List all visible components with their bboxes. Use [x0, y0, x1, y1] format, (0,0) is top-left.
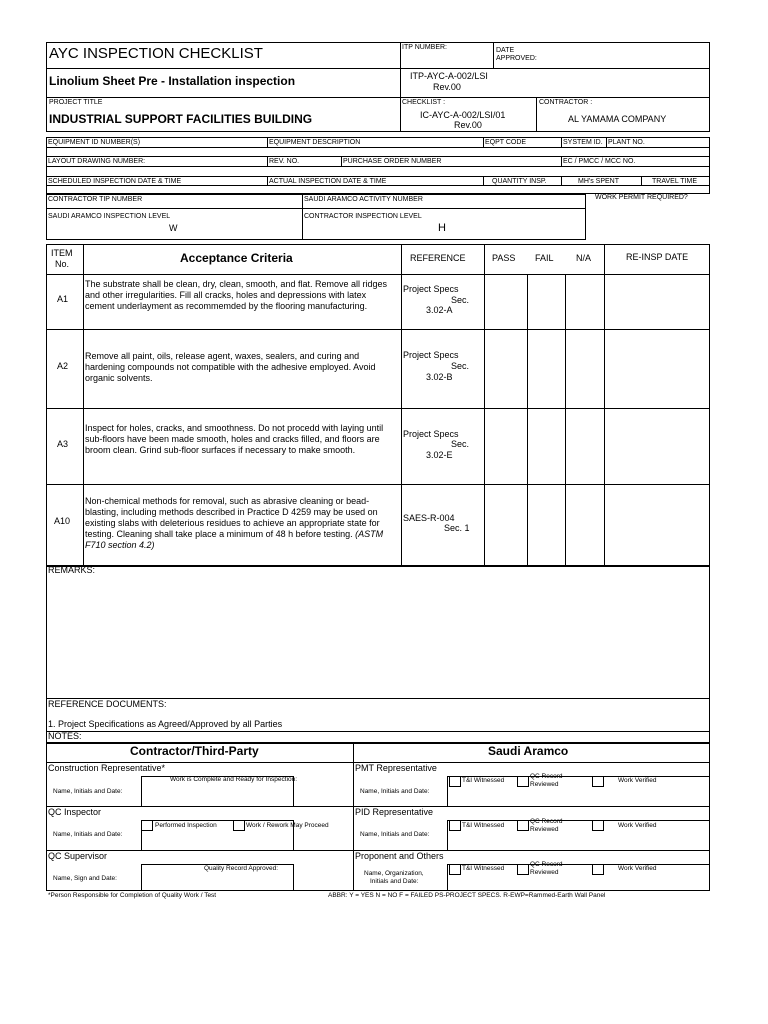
name-initials-date-label: Name, Initials and Date: — [360, 788, 430, 795]
ec-pmcc-label: EC / PMCC / MCC NO. — [563, 158, 636, 165]
work-rework-checkbox[interactable] — [233, 820, 245, 831]
row-reference-line3: 3.02-A — [426, 305, 453, 315]
row-reference-line1: Project Specs — [403, 429, 459, 439]
mhs-spent-label: MH's SPENT — [578, 178, 620, 185]
reference-document-1: 1. Project Specifications as Agreed/Approved by all Parties — [48, 719, 283, 729]
proponent-label: Proponent and Others — [355, 851, 444, 861]
checklist-number-label: CHECKLIST : — [402, 99, 446, 106]
work-verified-checkbox[interactable] — [592, 864, 604, 875]
reference-header: REFERENCE — [410, 253, 466, 263]
qc-supervisor-signature[interactable] — [142, 874, 292, 890]
saudi-aramco-section-title: Saudi Aramco — [488, 744, 569, 758]
row-item-number: A2 — [57, 361, 69, 371]
name-initials-date-label: Name, Initials and Date: — [53, 831, 123, 838]
itp-number-label: ITP NUMBER: — [402, 44, 447, 51]
qc-record-reviewed-checkbox[interactable] — [517, 776, 529, 787]
project-title: INDUSTRIAL SUPPORT FACILITIES BUILDING — [49, 112, 313, 126]
name-initials-date-label: Name, Initials and Date: — [53, 788, 123, 795]
footer-note: *Person Responsible for Completion of Quality Work / Test — [48, 892, 217, 899]
equipment-description-label: EQUIPMENT DESCRIPTION — [269, 139, 361, 146]
contractor-level-label: CONTRACTOR INSPECTION LEVEL — [304, 213, 422, 220]
work-verified-label: Work Verified — [618, 777, 657, 784]
fail-header: FAIL — [535, 253, 554, 263]
system-id-label: SYSTEM ID. — [563, 139, 603, 146]
reinsp-date-header: RE-INSP DATE — [626, 252, 689, 262]
checklist-title: AYC INSPECTION CHECKLIST — [49, 45, 263, 62]
row-reference-line2: Sec. 1 — [444, 523, 470, 533]
contractor-level-value: H — [438, 222, 446, 234]
pmt-rep-label: PMT Representative — [355, 763, 437, 773]
qc-inspector-label: QC Inspector — [48, 807, 102, 817]
work-rework-label: Work / Rework May Proceed — [246, 822, 329, 829]
quantity-label: QUANTITY INSP. — [492, 178, 547, 185]
row-reference-line3: 3.02-B — [426, 372, 453, 382]
actual-date-label: ACTUAL INSPECTION DATE & TIME — [269, 178, 387, 185]
contractor-name: AL YAMAMA COMPANY — [568, 114, 667, 124]
contractor-tip-label: CONTRACTOR TIP NUMBER — [48, 196, 143, 203]
travel-time-label: TRAVEL TIME — [652, 178, 697, 185]
qc-reviewed-label: Reviewed — [530, 826, 559, 833]
row-criteria: Inspect for holes, cracks, and smoothness. Do not procedd with laying until sub-floors have been made smooth, holes and cracks filled, and floors are broom clean. Grind sub-floor surfaces if necessary to make smooth. — [85, 423, 384, 455]
ti-witnessed-label: T&I Witnessed — [462, 865, 505, 872]
purchase-order-label: PURCHASE ORDER NUMBER — [343, 158, 442, 165]
performed-inspection-label: Performed Inspection — [155, 822, 217, 829]
qc-reviewed-label: Reviewed — [530, 869, 559, 876]
contractor-section-title: Contractor/Third-Party — [130, 744, 259, 758]
work-verified-checkbox[interactable] — [592, 820, 604, 831]
work-permit-label: WORK PERMIT REQUIRED? — [595, 194, 688, 201]
qc-record-reviewed-checkbox[interactable] — [517, 864, 529, 875]
rev-no-label: REV. NO. — [269, 158, 300, 165]
scheduled-date-label: SCHEDULED INSPECTION DATE & TIME — [48, 178, 182, 185]
row-reference-line1: Project Specs — [403, 284, 459, 294]
pass-cell[interactable] — [485, 275, 526, 328]
notes-label: NOTES: — [48, 731, 82, 741]
date-approved-label-2: APPROVED: — [496, 55, 537, 62]
equipment-id-label: EQUIPMENT ID NUMBER(S) — [48, 139, 141, 146]
qc-supervisor-label: QC Supervisor — [48, 851, 108, 861]
ti-witnessed-label: T&I Witnessed — [462, 822, 505, 829]
row-criteria — [85, 496, 397, 551]
remarks-label: REMARKS: — [48, 565, 96, 575]
row-criteria: The substrate shall be clean, dry, clean, smooth, and flat. Remove all ridges and other irregularities. Fill all cracks, holes and depressions with latex cement underlayment as recommemded by the flooring manufacturing. — [85, 279, 387, 311]
na-header: N/A — [576, 253, 592, 263]
itp-number-rev: Rev.00 — [433, 82, 461, 92]
name-organization-label: Name, Organization, — [364, 870, 424, 877]
performed-inspection-checkbox[interactable] — [141, 820, 153, 831]
row-reference-line1: SAES-R-004 — [403, 513, 455, 523]
row-reference-line2: Sec. — [451, 439, 470, 449]
sa-level-label: SAUDI ARAMCO INSPECTION LEVEL — [48, 213, 171, 220]
row-reference-line1: Project Specs — [403, 350, 459, 360]
remarks-field[interactable] — [47, 578, 709, 698]
date-approved-label-1: DATE — [496, 47, 515, 54]
row-criteria: Remove all paint, oils, release agent, waxes, sealers, and curing and hardening compounds not compatible with the adhesive employed. Avoid organic solvents. — [85, 351, 376, 383]
work-verified-checkbox[interactable] — [592, 776, 604, 787]
item-no-header: No. — [55, 259, 70, 269]
construction-rep-signature[interactable] — [142, 786, 292, 806]
qc-record-label: QC Record — [530, 861, 563, 868]
initials-date-label: Initials and Date: — [370, 878, 419, 885]
footer-abbreviations: ABBR: Y = YES N = NO F = FAILED PS-PROJECT SPECS. R-EWP=Rammed-Earth Wall Panel — [328, 892, 606, 899]
na-cell[interactable] — [566, 275, 603, 328]
project-title-label: PROJECT TITLE — [49, 99, 103, 106]
item-header: ITEM — [51, 248, 73, 258]
construction-rep-label: Construction Representative* — [48, 763, 166, 773]
qc-record-label: QC Record — [530, 818, 563, 825]
row-criteria-text: Non-chemical methods for removal, such as abrasive cleaning or bead-blasting, including methods described in Practice D 4259 may be used on existing slabs with deleterious residues to achieve an appropriate state for testing. Cleaning shall take place a minimum of 48 h before testing. — [85, 496, 380, 539]
sa-level-value: W — [169, 223, 178, 233]
row-reference-line3: 3.02-E — [426, 450, 453, 460]
ti-witnessed-checkbox[interactable] — [449, 820, 461, 831]
row-item-number: A10 — [54, 516, 71, 526]
work-complete-label: Work is Complete and Ready for Inspection: — [170, 776, 298, 783]
qc-record-label: QC Record — [530, 773, 563, 780]
name-initials-date-label: Name, Initials and Date: — [360, 831, 430, 838]
row-criteria-citation: (ASTM F710 section 4.2) — [85, 529, 384, 550]
row-reference-line2: Sec. — [451, 295, 470, 305]
work-verified-label: Work Verified — [618, 822, 657, 829]
ti-witnessed-label: T&I Witnessed — [462, 777, 505, 784]
plant-no-label: PLANT NO. — [608, 139, 645, 146]
itp-number-value: ITP-AYC-A-002/LSI — [410, 71, 488, 81]
pass-header: PASS — [492, 253, 516, 263]
name-sign-date-label: Name, Sign and Date: — [53, 875, 117, 882]
layout-drawing-label: LAYOUT DRAWING NUMBER: — [48, 158, 146, 165]
reinsp-date-cell[interactable] — [605, 275, 709, 328]
qc-record-reviewed-checkbox[interactable] — [517, 820, 529, 831]
contractor-label: CONTRACTOR : — [539, 99, 593, 106]
reference-documents-label: REFERENCE DOCUMENTS: — [48, 699, 167, 709]
quality-record-label: Quality Record Approved: — [204, 865, 279, 872]
pid-rep-label: PID Representative — [355, 807, 434, 817]
fail-cell[interactable] — [528, 275, 564, 328]
criteria-header: Acceptance Criteria — [180, 251, 293, 265]
row-item-number: A3 — [57, 439, 69, 449]
activity-number-label: SAUDI ARAMCO ACTIVITY NUMBER — [304, 196, 423, 203]
row-reference-line2: Sec. — [451, 361, 470, 371]
ti-witnessed-checkbox[interactable] — [449, 864, 461, 875]
work-verified-label: Work Verified — [618, 865, 657, 872]
checklist-number: IC-AYC-A-002/LSI/01 — [420, 110, 506, 120]
row-item-number: A1 — [57, 294, 69, 304]
checklist-subtitle: Linolium Sheet Pre - Installation inspection — [49, 74, 296, 88]
ti-witnessed-checkbox[interactable] — [449, 776, 461, 787]
checklist-rev: Rev.00 — [454, 120, 482, 130]
qc-reviewed-label: Reviewed — [530, 781, 559, 788]
eqpt-code-label: EQPT CODE — [485, 139, 527, 146]
